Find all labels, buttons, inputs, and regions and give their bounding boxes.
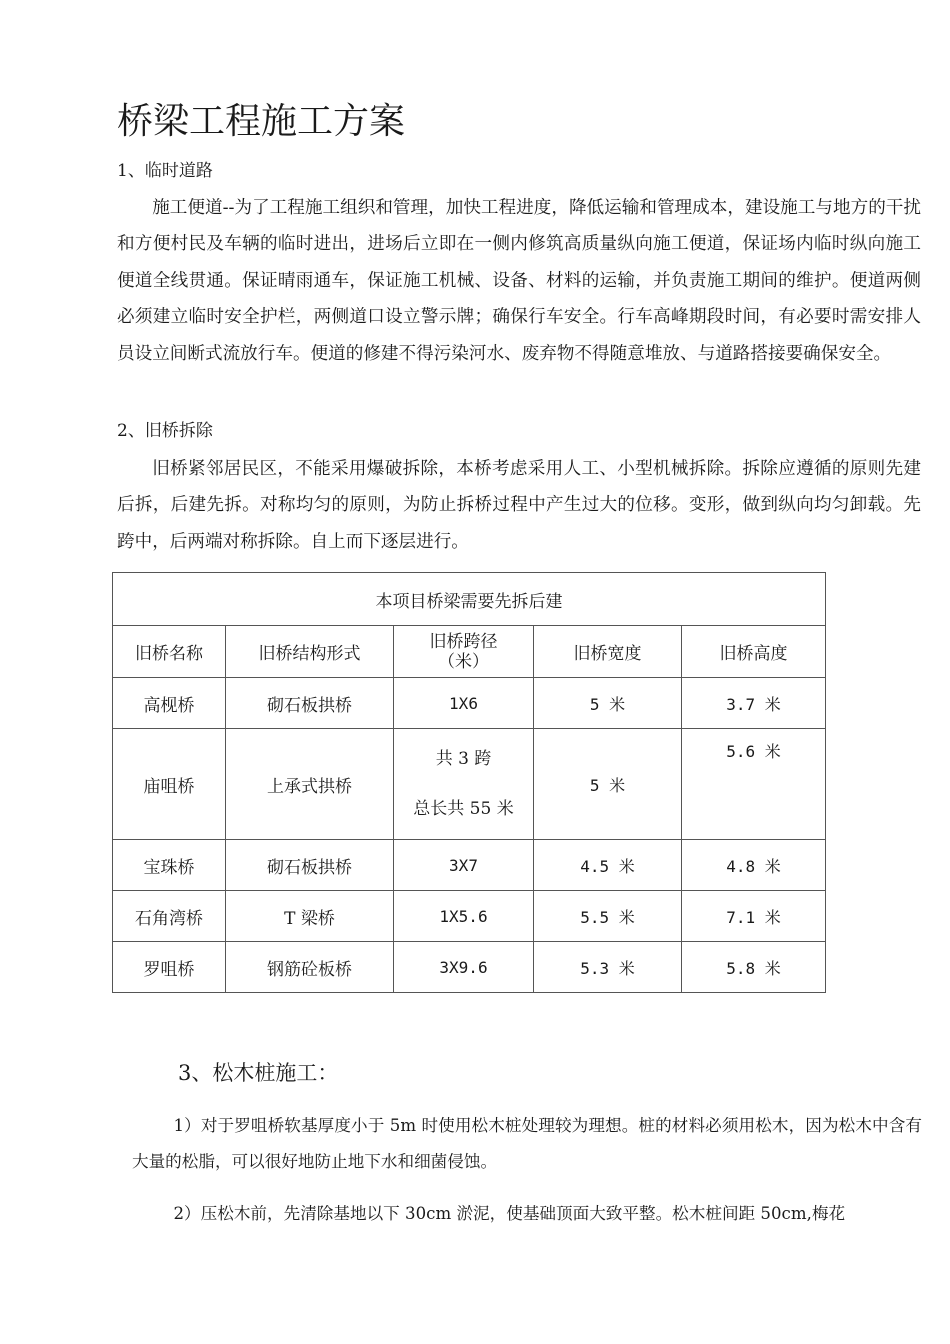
table-header-row [113,626,826,678]
paragraph-pine-piles-item2: 2）压松木前，先清除基地以下 30cm 淤泥，使基础顶面大致平整。松木桩间距 50cm,梅花 [173,1204,846,1223]
cell-name: 石角湾桥 [113,891,226,942]
cell-name: 宝珠桥 [113,840,226,891]
table-row [113,840,826,891]
table-row [113,729,826,840]
table-caption: 本项目桥梁需要先拆后建 [113,573,826,626]
cell-name: 罗咀桥 [113,942,226,993]
cell-width: 5.3 米 [534,942,682,993]
cell-span-line2: 总长共 55 米 [413,799,514,819]
cell-height: 7.1 米 [682,891,826,942]
cell-width: 4.5 米 [534,840,682,891]
table-row [113,678,826,729]
cell-structure: 上承式拱桥 [226,729,394,840]
cell-height: 3.7 米 [682,678,826,729]
paragraph-pine-piles-item1: 1）对于罗咀桥软基厚度小于 5m 时使用松木桩处理较为理想。桩的材料必须用松木，因为松木中含有大量的松脂，可以很好地防止地下水和细菌侵蚀。 [132,1116,922,1171]
cell-name: 庙咀桥 [113,729,226,840]
cell-width: 5 米 [534,678,682,729]
cell-height: 5.6 米 [682,729,826,840]
header-width: 旧桥宽度 [534,626,682,678]
cell-span [394,729,534,840]
cell-structure: 钢筋砼板桥 [226,942,394,993]
table-row [113,891,826,942]
cell-height: 5.8 米 [682,942,826,993]
header-span-line2: （米） [438,651,489,672]
cell-width: 5 米 [534,729,682,840]
section-heading-old-bridge-demolition: 2、旧桥拆除 [117,421,213,441]
cell-width: 5.5 米 [534,891,682,942]
cell-height: 4.8 米 [682,840,826,891]
section-heading-temporary-road: 1、临时道路 [117,161,213,181]
cell-span: 3X7 [394,840,534,891]
cell-span: 1X5.6 [394,891,534,942]
header-span [394,626,534,678]
paragraph-old-bridge-demolition: 旧桥紧邻居民区，不能采用爆破拆除，本桥考虑采用人工、小型机械拆除。拆除应遵循的原则先建后拆，后建先拆。对称均匀的原则，为防止拆桥过程中产生过大的位移。变形，做到纵向均匀卸载。先跨中，后两端对称拆除。自上而下逐层进行。 [117,459,921,552]
cell-name: 高枧桥 [113,678,226,729]
cell-structure: T 梁桥 [226,891,394,942]
header-structure: 旧桥结构形式 [226,626,394,678]
header-height: 旧桥高度 [682,626,826,678]
page-title: 桥梁工程施工方案 [117,101,406,142]
paragraph-temporary-road: 施工便道--为了工程施工组织和管理，加快工程进度，降低运输和管理成本，建设施工与地方的干扰和方便村民及车辆的临时进出，进场后立即在一侧内修筑高质量纵向施工便道，保证场内临时纵向施工便道全线贯通。保证晴雨通车，保证施工机械、设备、材料的运输，并负责施工期间的维护。便道两侧必须建立临时安全护栏，两侧道口设立警示牌；确保行车安全。行车高峰期段时间，有必要时需安排人员设立间断式流放行车。便道的修建不得污染河水、废弃物不得随意堆放、与道路搭接要确保安全。 [117,198,921,364]
table-row [113,942,826,993]
header-span-line1: 旧桥跨径 [429,631,498,652]
cell-structure: 砌石板拱桥 [226,840,394,891]
cell-span-line1: 共 3 跨 [435,749,492,769]
header-name: 旧桥名称 [113,626,226,678]
section-heading-pine-piles: 3、松木桩施工： [178,1061,339,1085]
cell-structure: 砌石板拱桥 [226,678,394,729]
cell-span: 1X6 [394,678,534,729]
cell-span: 3X9.6 [394,942,534,993]
bridge-table [112,572,826,993]
